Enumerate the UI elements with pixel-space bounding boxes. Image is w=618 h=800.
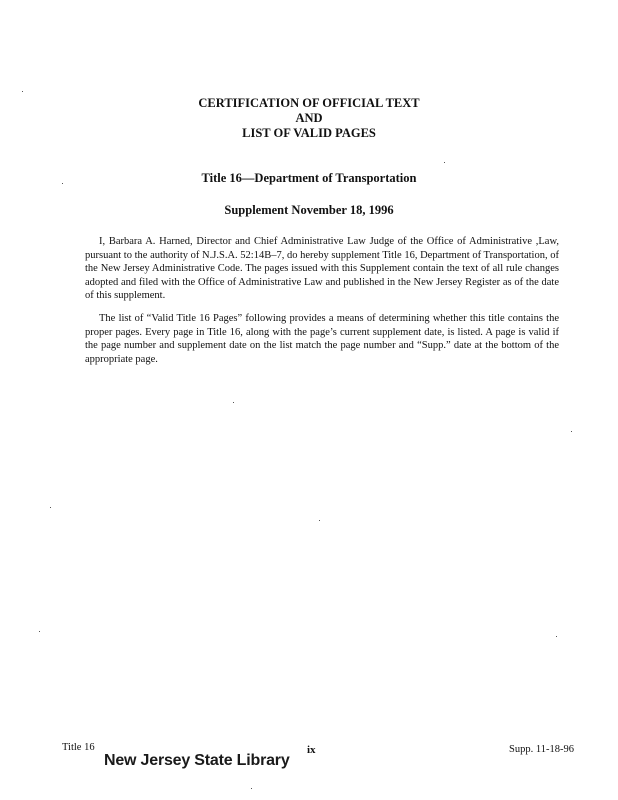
title-line: Title 16—Department of Transportation — [201, 171, 417, 185]
scan-speck — [556, 636, 557, 637]
paragraph-certification: I, Barbara A. Harned, Director and Chief Administrative Law Judge of the Office of Administrative ,Law, pursuant to the authority of N.J.S.A. 52:14B–7, do hereby supplement Title 16, Department of Transportation, of the New Jersey Administrative Code. The pages issued with this Supplement contain the text of all rule changes adopted and filed with the Office of Administrative Law and published in the New Jersey Register as of the date of this supplement. — [85, 236, 559, 302]
certification-heading — [0, 96, 618, 141]
scan-speck — [444, 162, 445, 163]
scan-speck — [39, 631, 40, 632]
scan-speck — [319, 520, 320, 521]
scan-speck — [571, 431, 572, 432]
scan-speck — [22, 91, 23, 92]
scan-speck — [233, 402, 234, 403]
scan-speck — [251, 788, 252, 789]
heading-line-2: AND — [295, 111, 323, 125]
footer-title: Title 16 — [62, 742, 95, 753]
instructions-body — [85, 312, 559, 366]
supplement-line: Supplement November 18, 1996 — [224, 203, 394, 217]
paragraph-valid-pages: The list of “Valid Title 16 Pages” following provides a means of determining whether this title contains the proper pages. Every page in Title 16, along with the page’s current supplement date, is listed. A page is valid if the page number and supplement date on the list match the page number and “Supp.” date at the bottom of the appropriate page. — [85, 313, 559, 365]
heading-line-3: LIST OF VALID PAGES — [242, 126, 376, 140]
scan-speck — [50, 507, 51, 508]
heading-line-1: CERTIFICATION OF OFFICIAL TEXT — [198, 96, 420, 110]
scan-speck — [62, 183, 63, 184]
certification-body — [85, 235, 559, 303]
library-stamp: New Jersey State Library — [104, 752, 290, 769]
page-number: ix — [307, 744, 316, 756]
supp-date: Supp. 11-18-96 — [509, 744, 574, 755]
